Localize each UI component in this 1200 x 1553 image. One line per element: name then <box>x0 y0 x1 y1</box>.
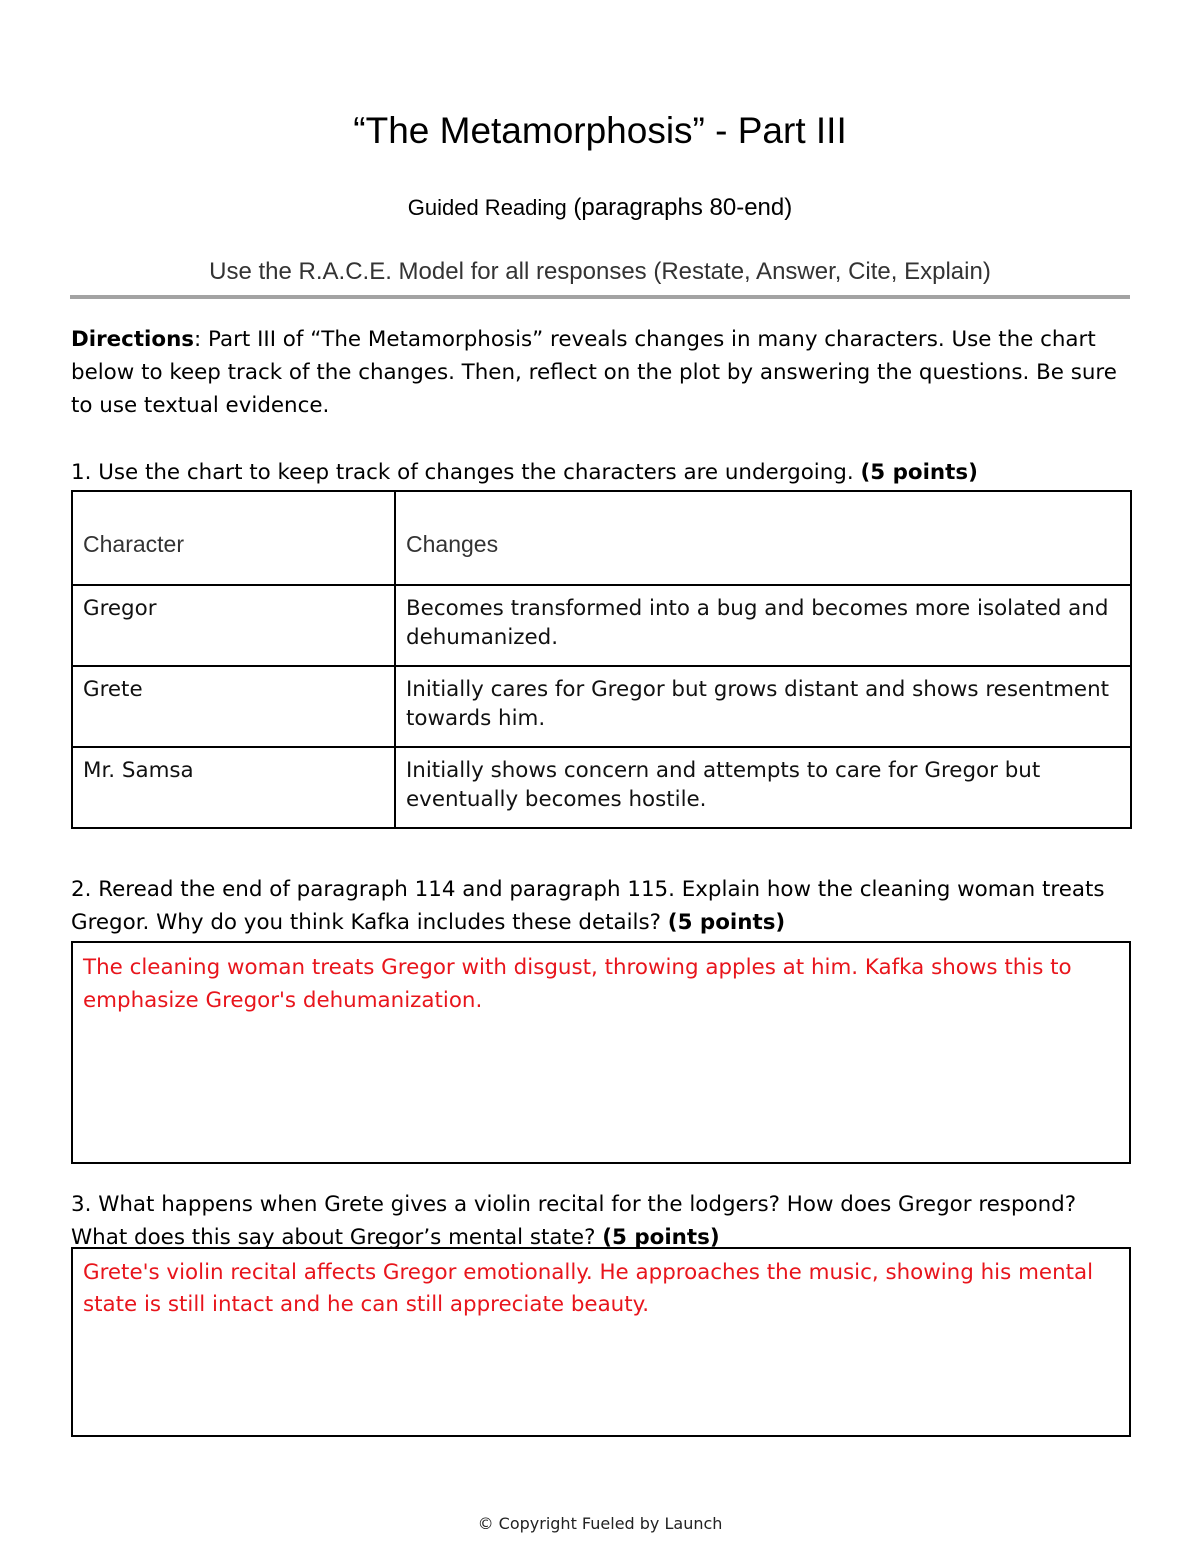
header-divider <box>70 295 1130 299</box>
table-row <box>72 666 1131 747</box>
table-row <box>72 585 1131 666</box>
race-instruction: Use the R.A.C.E. Model for all responses (Restate, Answer, Cite, Explain) <box>209 258 991 285</box>
question-2-points: (5 points) <box>667 910 786 935</box>
page-title: “The Metamorphosis” - Part III <box>353 110 847 151</box>
changes-cell[interactable]: Initially cares for Gregor but grows distant and shows resentment towards him. <box>395 666 1131 747</box>
directions-text: : Part III of “The Metamorphosis” reveals changes in many characters. Use the chart below to keep track of the changes. Then, reflect on the plot by answering the questions. Be sure to use textual evidence. <box>71 327 1117 418</box>
character-cell: Mr. Samsa <box>72 747 395 828</box>
page-subtitle <box>0 194 1200 222</box>
question-2-answer: The cleaning woman treats Gregor with disgust, throwing apples at him. Kafka shows this to emphasize Gregor's dehumanization. <box>83 955 1072 1013</box>
character-cell: Grete <box>72 666 395 747</box>
subtitle-paragraph-range: (paragraphs 80-end) <box>566 194 793 221</box>
question-3-points: (5 points) <box>602 1225 720 1250</box>
question-2 <box>71 873 1131 939</box>
column-header-changes: Changes <box>395 491 1131 585</box>
subtitle-lead: Guided Reading <box>407 195 567 220</box>
table-row <box>72 747 1131 828</box>
character-changes-table <box>71 490 1132 829</box>
directions-label: Directions <box>71 327 195 352</box>
question-3-answer: Grete's violin recital affects Gregor emotionally. He approaches the music, showing his mental state is still intact and he can still appreciate beauty. <box>83 1260 1094 1317</box>
directions <box>71 323 1131 422</box>
question-3-text: 3. What happens when Grete gives a violin recital for the lodgers? How does Gregor respond? What does this say about Gregor’s mental state? <box>71 1192 1077 1250</box>
character-cell: Gregor <box>72 585 395 666</box>
question-1-points: (5 points) <box>860 460 978 485</box>
question-1-text: 1. Use the chart to keep track of changes the characters are undergoing. <box>71 460 861 485</box>
question-2-text: 2. Reread the end of paragraph 114 and paragraph 115. Explain how the cleaning woman treats Gregor. Why do you think Kafka includes these details? <box>71 877 1105 935</box>
question-3 <box>71 1188 1131 1254</box>
question-1 <box>71 456 1131 489</box>
question-3-answer-box[interactable] <box>71 1247 1131 1437</box>
table-header-row <box>72 491 1131 585</box>
copyright-footer: © Copyright Fueled by Launch <box>477 1514 723 1533</box>
changes-cell[interactable]: Initially shows concern and attempts to care for Gregor but eventually becomes hostile. <box>395 747 1131 828</box>
changes-cell[interactable]: Becomes transformed into a bug and becomes more isolated and dehumanized. <box>395 585 1131 666</box>
question-2-answer-box[interactable] <box>71 941 1131 1164</box>
column-header-character: Character <box>72 491 395 585</box>
